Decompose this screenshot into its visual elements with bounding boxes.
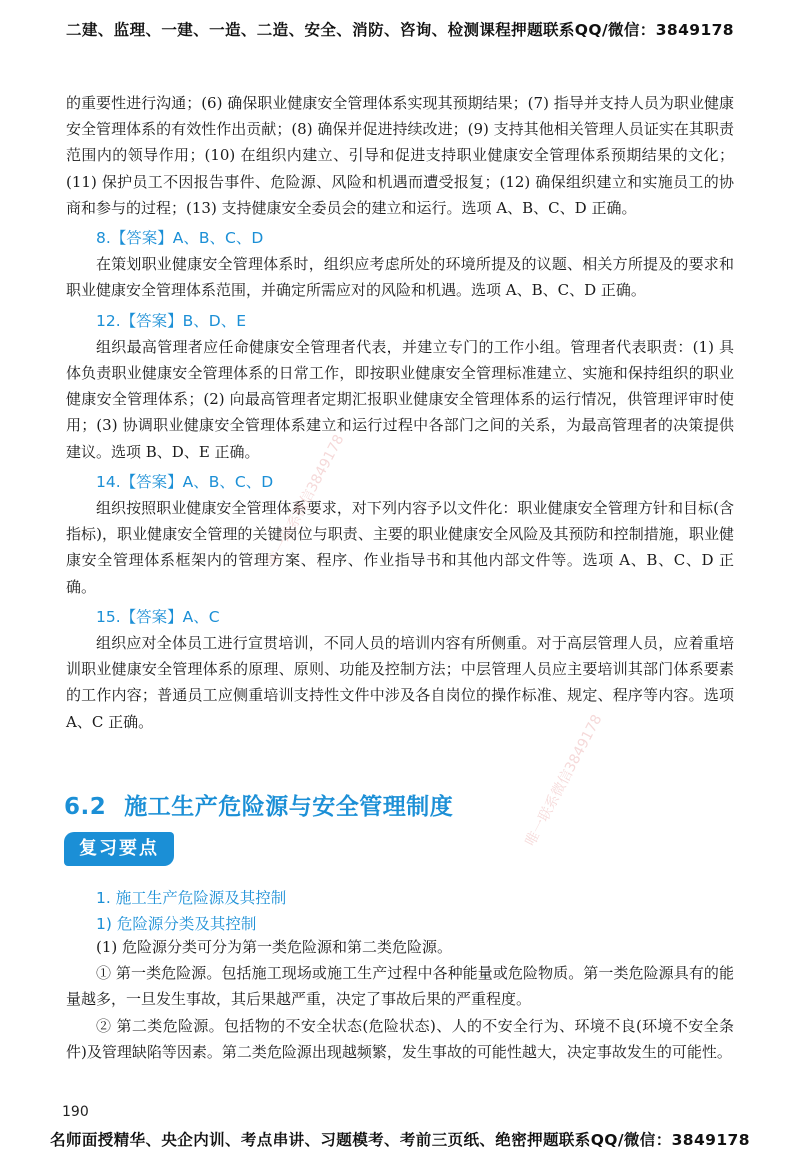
subheading-level2: 1) 危险源分类及其控制 xyxy=(96,915,257,933)
answer-explanation-14: 组织按照职业健康安全管理体系要求，对下列内容予以文件化：职业健康安全管理方针和目标(含指标)，职业健康安全管理的关键岗位与职责、主要的职业健康安全风险及其预防和控制措施，职业健康安全管理体系框架内的管理方案、程序、作业指导书和其他内部文件等。选项 A、B、C、D 正确。 xyxy=(66,499,734,596)
paragraph: (1) 危险源分类可分为第一类危险源和第二类危险源。 xyxy=(96,938,453,956)
page-number: 190 xyxy=(62,1104,89,1120)
paragraph: 的重要性进行沟通；(6) 确保职业健康安全管理体系实现其预期结果；(7) 指导并支持人员为职业健康安全管理体系的有效性作出贡献；(8) 确保并促进持续改进；(9) 支持其他相关管理人员证实在其职责范围内的领导作用；(10) 在组织内建立、引导和促进支持职业健康安全管理体系预期结果的文化；(11) 保护员工不因报告事件、危险源、风险和机遇而遭受报复；(12) 确保组织建立和实施员工的协商和参与的过程；(13) 支持健康安全委员会的建立和运行。选项 A、B、C、D 正确。 xyxy=(66,94,734,217)
section-heading xyxy=(64,788,453,821)
section-number: 6.2 xyxy=(64,794,107,820)
answer-explanation-15: 组织应对全体员工进行宣贯培训，不同人员的培训内容有所侧重。对于高层管理人员，应着重培训职业健康安全管理体系的原理、原则、功能及控制方法；中层管理人员应主要培训其部门体系要素的工作内容；普通员工应侧重培训支持性文件中涉及各自岗位的操作标准、规定、程序等内容。选项 A、C 正确。 xyxy=(66,634,734,731)
footer-banner: 名师面授精华、央企内训、考点串讲、习题模考、考前三页纸、绝密押题联系QQ/微信：3849178 xyxy=(50,1131,750,1149)
main-content xyxy=(66,90,734,735)
answer-label-15: 15.【答案】A、C xyxy=(96,607,220,626)
subheading-level1: 1. 施工生产危险源及其控制 xyxy=(96,889,287,907)
watermark: 唯一联系微信3849178 xyxy=(264,432,348,569)
answer-explanation-12: 组织最高管理者应任命健康安全管理者代表，并建立专门的工作小组。管理者代表职责：(1) 具体负责职业健康安全管理体系的日常工作，即按职业健康安全管理标准建立、实施和保持组织的职业健康安全管理体系；(2) 向最高管理者定期汇报职业健康安全管理体系的运行情况，供管理评审时使用；(3) 协调职业健康安全管理体系建立和运行过程中各部门之间的关系，为最高管理者的决策提供建议。选项 B、D、E 正确。 xyxy=(66,337,734,461)
answer-label-12: 12.【答案】B、D、E xyxy=(96,311,247,330)
section-title: 施工生产危险源与安全管理制度 xyxy=(124,794,454,820)
section-content xyxy=(66,934,734,1065)
answer-label-14: 14.【答案】A、B、C、D xyxy=(96,472,274,491)
paragraph: ② 第二类危险源。包括物的不安全状态(危险状态)、人的不安全行为、环境不良(环境不安全条件)及管理缺陷等因素。第二类危险源出现越频繁，发生事故的可能性越大，决定事故发生的可能性。 xyxy=(66,1016,734,1061)
watermark: 唯一联系微信3849178 xyxy=(522,712,606,849)
review-points-badge: 复习要点 xyxy=(64,832,174,866)
answer-explanation-8: 在策划职业健康安全管理体系时，组织应考虑所处的环境所提及的议题、相关方所提及的要求和职业健康安全管理体系范围，并确定所需应对的风险和机遇。选项 A、B、C、D 正确。 xyxy=(66,255,734,300)
header-banner: 二建、监理、一建、一造、二造、安全、消防、咨询、检测课程押题联系QQ/微信：3849178 xyxy=(65,21,734,39)
paragraph: ① 第一类危险源。包括施工现场或施工生产过程中各种能量或危险物质。第一类危险源具有的能量越多，一旦发生事故，其后果越严重，决定了事故后果的严重程度。 xyxy=(66,964,734,1009)
answer-label-8: 8.【答案】A、B、C、D xyxy=(96,229,264,248)
